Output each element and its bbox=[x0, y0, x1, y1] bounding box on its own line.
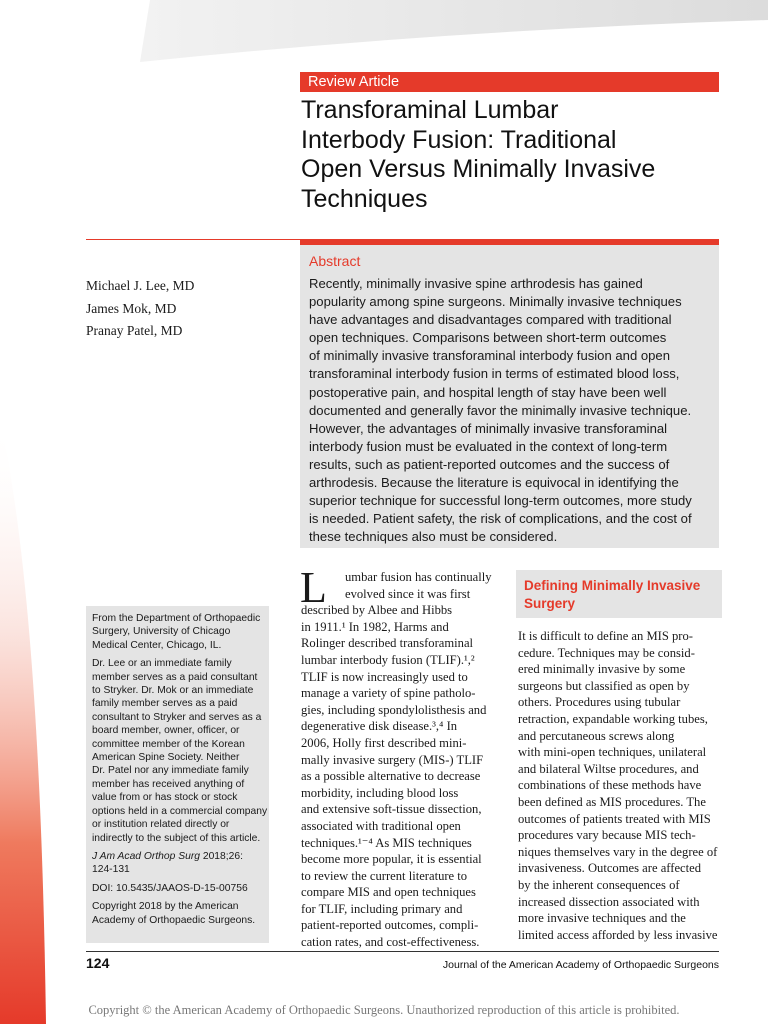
body-line: been defined as MIS procedures. The bbox=[518, 794, 706, 809]
disclosure-line: committee member of the Korean bbox=[92, 738, 245, 750]
abstract-line: these techniques also must be considered. bbox=[309, 529, 558, 545]
drop-cap: L bbox=[300, 563, 327, 612]
author: Pranay Patel, MD bbox=[86, 323, 183, 338]
abstract-line: superior technique for successful long-term outcomes, more study bbox=[309, 493, 692, 509]
citation-pages: 124-131 bbox=[92, 864, 130, 876]
body-line: retraction, expandable working tubes, bbox=[518, 711, 708, 726]
body-line: degenerative disk disease.³,⁴ In bbox=[301, 719, 458, 734]
body-line: surgeons but classified as open by bbox=[518, 678, 690, 693]
body-line: evolved since it was first bbox=[345, 586, 471, 601]
title-line: Transforaminal Lumbar bbox=[301, 96, 559, 124]
abstract-line: open techniques. Comparisons between short-term outcomes bbox=[309, 330, 667, 346]
copyright-notice: Copyright © the American Academy of Orthopaedic Surgeons. Unauthorized reproduction of this article is prohibited. bbox=[88, 1003, 680, 1017]
article-title bbox=[301, 96, 721, 214]
divider bbox=[86, 239, 300, 240]
author-list bbox=[86, 275, 194, 343]
body-line: increased dissection associated with bbox=[518, 894, 700, 909]
citation-line bbox=[92, 850, 268, 863]
body-line: by the inherent consequences of bbox=[518, 877, 680, 892]
disclosure-line: or institution related directly or bbox=[92, 819, 230, 831]
title-line: Techniques bbox=[301, 184, 428, 213]
abstract-line: Recently, minimally invasive spine arthrodesis has gained bbox=[309, 276, 643, 291]
body-line: and percutaneous screws along bbox=[518, 728, 675, 743]
disclosure-line: American Spine Society. Neither bbox=[92, 752, 240, 764]
body-line: for TLIF, including primary and bbox=[301, 901, 463, 916]
section-heading-line: Defining Minimally Invasive bbox=[524, 578, 701, 593]
body-line: umbar fusion has continually bbox=[345, 570, 492, 584]
affiliation-text bbox=[92, 612, 268, 927]
body-line: in 1911.¹ In 1982, Harms and bbox=[301, 619, 449, 634]
disclosure-line: indirectly to the subject of this article. bbox=[92, 832, 261, 844]
body-line: mally invasive surgery (MIS-) TLIF bbox=[301, 752, 484, 767]
abstract-line: popularity among spine surgeons. Minimally invasive techniques bbox=[309, 294, 682, 310]
abstract-line: transforaminal interbody fusion in terms of estimated blood loss, bbox=[309, 366, 680, 382]
author: Michael J. Lee, MD bbox=[86, 278, 195, 293]
body-line: cedure. Techniques may be consid- bbox=[518, 645, 695, 660]
body-line: cation rates, and cost-effectiveness. bbox=[301, 935, 480, 950]
title-line: Open Versus Minimally Invasive bbox=[301, 155, 656, 183]
body-column-1 bbox=[300, 563, 505, 951]
article-type-label: Review Article bbox=[300, 72, 719, 92]
body-line: others. Procedures using tubular bbox=[518, 695, 681, 710]
copyright-line: Copyright 2018 by the American bbox=[92, 901, 239, 913]
copyright-line: Academy of Orthopaedic Surgeons. bbox=[92, 914, 256, 926]
section-heading bbox=[524, 577, 700, 613]
citation-journal: J Am Acad Orthop Surg bbox=[92, 850, 200, 862]
body-line: invasiveness. Outcomes are affected bbox=[518, 861, 702, 876]
body-line: lumbar interbody fusion (TLIF).¹,² bbox=[301, 652, 475, 667]
body-line: compare MIS and open techniques bbox=[301, 885, 476, 900]
body-line: procedures vary because MIS tech- bbox=[518, 828, 696, 843]
disclosure-line: Dr. Lee or an immediate family bbox=[92, 658, 232, 670]
body-line: TLIF is now increasingly used to bbox=[301, 669, 468, 684]
body-line: gies, including spondylolisthesis and bbox=[301, 702, 487, 717]
page-number: 124 bbox=[86, 955, 110, 971]
body-line: ered minimally invasive by some bbox=[518, 662, 686, 677]
disclosure-line: to Stryker. Dr. Mok or an immediate bbox=[92, 685, 254, 697]
abstract-line: However, the advantages of minimally invasive transforaminal bbox=[309, 420, 668, 436]
section-heading-line: Surgery bbox=[524, 596, 576, 611]
footer-divider bbox=[86, 951, 719, 952]
abstract-line: interbody fusion must be evaluated in the context of long-term bbox=[309, 438, 668, 454]
disclosure-line: board member, owner, officer, or bbox=[92, 725, 240, 737]
disclosure-line: family member serves as a paid bbox=[92, 698, 238, 710]
abstract-line: postoperative pain, and hospital length of stay have been well bbox=[309, 384, 667, 400]
disclosure-line: options held in a commercial company bbox=[92, 805, 268, 817]
disclosure-line: Dr. Patel nor any immediate family bbox=[92, 765, 249, 777]
disclosure-line: consultant to Stryker and serves as a bbox=[92, 711, 262, 723]
body-line: limited access afforded by less invasive bbox=[518, 927, 718, 942]
body-line: associated with traditional open bbox=[301, 818, 461, 833]
abstract-line: arthrodesis. Because the literature is equivocal in identifying the bbox=[309, 475, 679, 491]
affiliation-line: Surgery, University of Chicago bbox=[92, 626, 231, 638]
abstract-line: documented and generally favor the minimally invasive technique. bbox=[309, 402, 692, 418]
citation-volume: 2018;26: bbox=[199, 850, 243, 862]
abstract-text bbox=[309, 275, 715, 546]
body-line: It is difficult to define an MIS pro- bbox=[518, 629, 693, 643]
affiliation-line: From the Department of Orthopaedic bbox=[92, 613, 261, 624]
body-line: become more popular, it is essential bbox=[301, 852, 482, 867]
body-line: niques themselves vary in the degree of bbox=[518, 844, 718, 859]
body-line: patient-reported outcomes, compli- bbox=[301, 918, 479, 933]
body-line: manage a variety of spine patholo- bbox=[301, 686, 476, 701]
body-line: 2006, Holly first described mini- bbox=[301, 735, 467, 750]
author: James Mok, MD bbox=[86, 300, 177, 316]
body-line: combinations of these methods have bbox=[518, 778, 702, 793]
abstract-line: is needed. Patient safety, the risk of complications, and the cost of bbox=[309, 511, 692, 527]
doi: DOI: 10.5435/JAAOS-D-15-00756 bbox=[92, 882, 248, 894]
body-line: techniques.¹⁻⁴ As MIS techniques bbox=[301, 835, 472, 850]
disclosure-line: member serves as a paid consultant bbox=[92, 671, 258, 683]
body-column-2 bbox=[518, 628, 720, 943]
body-line: more invasive techniques and the bbox=[518, 911, 686, 926]
disclosure-line: value from or has stock or stock bbox=[92, 792, 238, 804]
body-line: with mini-open techniques, unilateral bbox=[518, 745, 707, 760]
affiliation-line: Medical Center, Chicago, IL. bbox=[92, 639, 222, 651]
abstract-line: of minimally invasive transforaminal interbody fusion and open bbox=[309, 348, 670, 364]
body-line: and extensive soft-tissue dissection, bbox=[301, 802, 482, 817]
body-line: morbidity, including blood loss bbox=[301, 785, 459, 800]
body-line: outcomes of patients treated with MIS bbox=[518, 811, 711, 826]
abstract-line: have advantages and disadvantages compared with traditional bbox=[309, 312, 672, 328]
disclosure-line: member has received anything of bbox=[92, 778, 245, 790]
title-line: Interbody Fusion: Traditional bbox=[301, 125, 617, 154]
abstract-heading: Abstract bbox=[309, 253, 361, 269]
abstract-line: results, such as patient-reported outcomes and the success of bbox=[309, 456, 670, 472]
body-line: as a possible alternative to decrease bbox=[301, 769, 481, 784]
body-line: to review the current literature to bbox=[301, 868, 468, 883]
body-line: described by Albee and Hibbs bbox=[301, 603, 453, 618]
body-line: and bilateral Wiltse procedures, and bbox=[518, 761, 699, 776]
body-line: Rolinger described transforaminal bbox=[301, 636, 474, 651]
journal-name: Journal of the American Academy of Orthopaedic Surgeons bbox=[442, 959, 719, 971]
